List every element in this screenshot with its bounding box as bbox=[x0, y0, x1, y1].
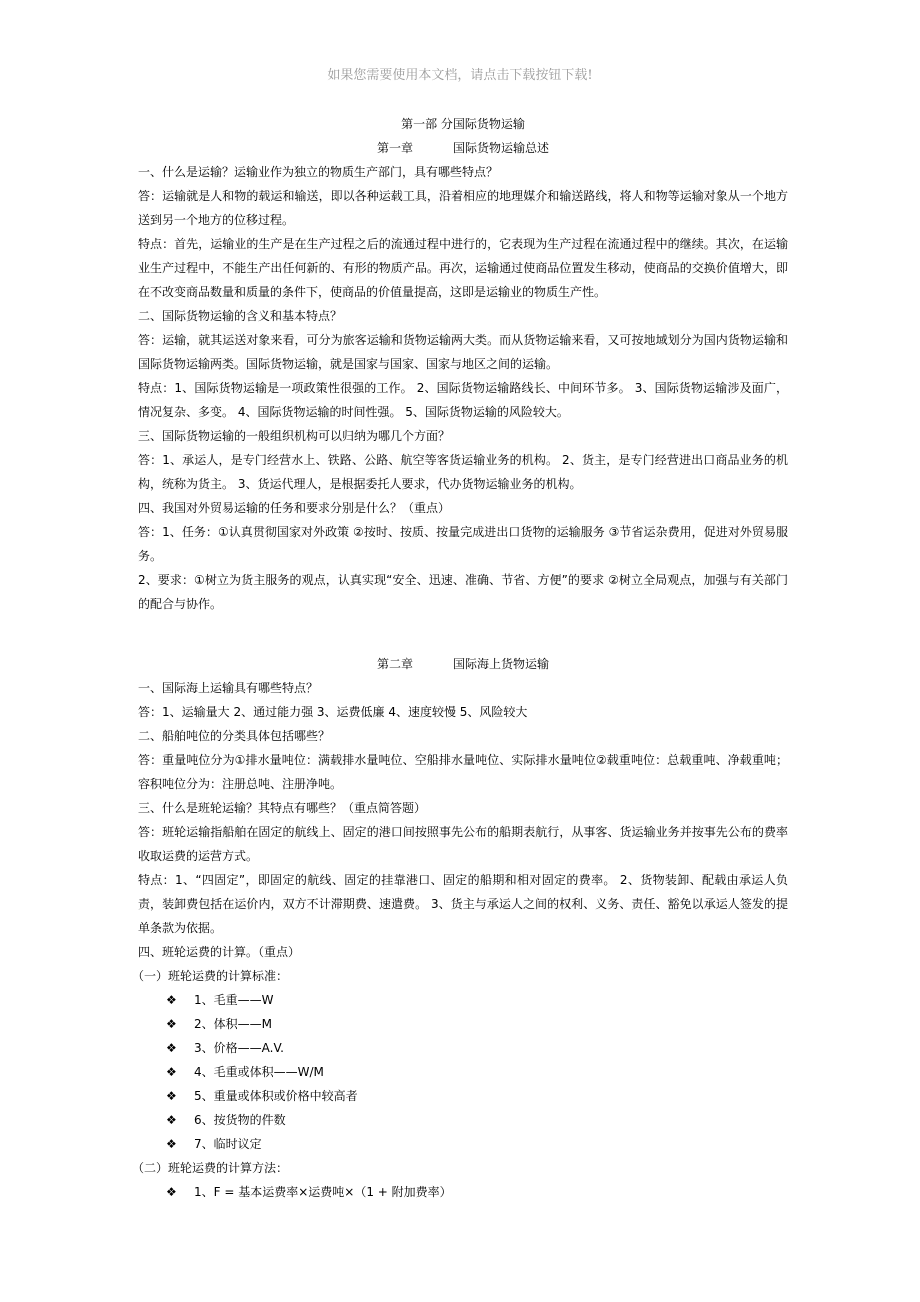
ch1-a3: 答：1、承运人，是专门经营水上、铁路、公路、航空等客货运输业务的机构。 2、货主，是专门经营进出口商品业务的机构，统称为货主。 3、货运代理人，是根据委托人要求，代办货物运输业务的机构。 bbox=[138, 453, 788, 491]
ch1-q3: 三、国际货物运输的一般组织机构可以归纳为哪几个方面？ bbox=[138, 429, 451, 443]
chapter-2-name: 国际海上货物运输 bbox=[453, 657, 550, 671]
ch1-q1: 一、什么是运输？运输业作为独立的物质生产部门，具有哪些特点？ bbox=[138, 165, 499, 179]
diamond-bullet-icon: ❖ bbox=[166, 1185, 177, 1199]
chapter-1-label: 第一章 bbox=[376, 141, 413, 155]
list-item: ❖ 1、F = 基本运费率×运费吨×（1 + 附加费率） bbox=[138, 1180, 788, 1204]
part-title: 第一部 分国际货物运输 bbox=[401, 117, 525, 131]
list-item: ❖ 7、临时议定 bbox=[138, 1132, 788, 1156]
ch1-a4-requirement: 2、要求：①树立为货主服务的观点，认真实现“安全、迅速、准确、节省、方便”的要求 ②树立全局观点，加强与有关部门的配合与协作。 bbox=[138, 573, 788, 611]
ch1-a2-features: 特点：1、国际货物运输是一项政策性很强的工作。 2、国际货物运输路线长、中间环节多。 3、国际货物运输涉及面广，情况复杂、多变。 4、国际货物运输的时间性强。 5、国际货物运输的风险较大。 bbox=[138, 381, 788, 419]
method-heading: （二）班轮运费的计算方法： bbox=[132, 1161, 289, 1175]
standard-list bbox=[138, 988, 788, 1156]
ch1-q2: 二、国际货物运输的含义和基本特点？ bbox=[138, 309, 343, 323]
ch2-q1: 一、国际海上运输具有哪些特点？ bbox=[138, 681, 319, 695]
watermark: 如果您需要使用本文档，请点击下载按钮下载! bbox=[327, 68, 593, 83]
diamond-bullet-icon: ❖ bbox=[166, 1041, 177, 1055]
ch2-a3: 答：班轮运输指船舶在固定的航线上、固定的港口间按照事先公布的船期表航行，从事客、货运输业务并按事先公布的费率收取运费的运营方式。 bbox=[138, 825, 788, 863]
ch2-q3: 三、什么是班轮运输？其特点有哪些？（重点简答题） bbox=[138, 801, 427, 815]
list-item: ❖ 4、毛重或体积——W/M bbox=[138, 1060, 788, 1084]
list-item: ❖ 6、按货物的件数 bbox=[138, 1108, 788, 1132]
diamond-bullet-icon: ❖ bbox=[166, 993, 177, 1007]
document-body bbox=[132, 112, 788, 1204]
ch2-a3-features: 特点：1、“四固定”，即固定的航线、固定的挂靠港口、固定的船期和相对固定的费率。 2、货物装卸、配载由承运人负责，装卸费包括在运价内，双方不计滞期费、速遣费。 3、货主与承运人之间的权利、义务、责任、豁免以承运人签发的提单条款为依据。 bbox=[138, 873, 788, 935]
ch2-a1: 答：1、运输量大 2、通过能力强 3、运费低廉 4、速度较慢 5、风险较大 bbox=[138, 705, 528, 719]
diamond-bullet-icon: ❖ bbox=[166, 1137, 177, 1151]
diamond-bullet-icon: ❖ bbox=[166, 1065, 177, 1079]
method-list bbox=[138, 1180, 788, 1204]
ch1-a1: 答：运输就是人和物的载运和输送，即以各种运载工具，沿着相应的地理媒介和输送路线，将人和物等运输对象从一个地方送到另一个地方的位移过程。 bbox=[138, 189, 788, 227]
diamond-bullet-icon: ❖ bbox=[166, 1089, 177, 1103]
diamond-bullet-icon: ❖ bbox=[166, 1017, 177, 1031]
ch1-a4-task: 答：1、任务：①认真贯彻国家对外政策 ②按时、按质、按量完成进出口货物的运输服务 ③节省运杂费用，促进对外贸易服务。 bbox=[138, 525, 788, 563]
diamond-bullet-icon: ❖ bbox=[166, 1113, 177, 1127]
chapter-1-name: 国际货物运输总述 bbox=[453, 141, 550, 155]
ch2-q4: 四、班轮运费的计算。（重点） bbox=[138, 945, 301, 959]
chapter-1-title bbox=[138, 136, 788, 160]
ch1-a2: 答：运输，就其运送对象来看，可分为旅客运输和货物运输两大类。而从货物运输来看，又可按地域划分为国内货物运输和国际货物运输两类。国际货物运输，就是国家与国家、国家与地区之间的运输。 bbox=[138, 333, 788, 371]
standard-heading: （一）班轮运费的计算标准： bbox=[132, 969, 289, 983]
chapter-2-label: 第二章 bbox=[376, 657, 413, 671]
list-item: ❖ 1、毛重——W bbox=[138, 988, 788, 1012]
list-item: ❖ 2、体积——M bbox=[138, 1012, 788, 1036]
ch2-a2: 答：重量吨位分为①排水量吨位：满载排水量吨位、空船排水量吨位、实际排水量吨位②载重吨位：总载重吨、净载重吨；容积吨位分为：注册总吨、注册净吨。 bbox=[138, 753, 788, 791]
ch1-q4: 四、我国对外贸易运输的任务和要求分别是什么？（重点） bbox=[138, 501, 451, 515]
chapter-2-title bbox=[138, 652, 788, 676]
list-item: ❖ 5、重量或体积或价格中较高者 bbox=[138, 1084, 788, 1108]
ch1-a1-features: 特点：首先，运输业的生产是在生产过程之后的流通过程中进行的，它表现为生产过程在流通过程中的继续。其次，在运输业生产过程中，不能生产出任何新的、有形的物质产品。再次，运输通过使商品位置发生移动，使商品的交换价值增大，即在不改变商品数量和质量的条件下，使商品的价值量提高，这即是运输业的物质生产性。 bbox=[138, 237, 788, 299]
list-item: ❖ 3、价格——A.V. bbox=[138, 1036, 788, 1060]
ch2-q2: 二、船舶吨位的分类具体包括哪些？ bbox=[138, 729, 331, 743]
